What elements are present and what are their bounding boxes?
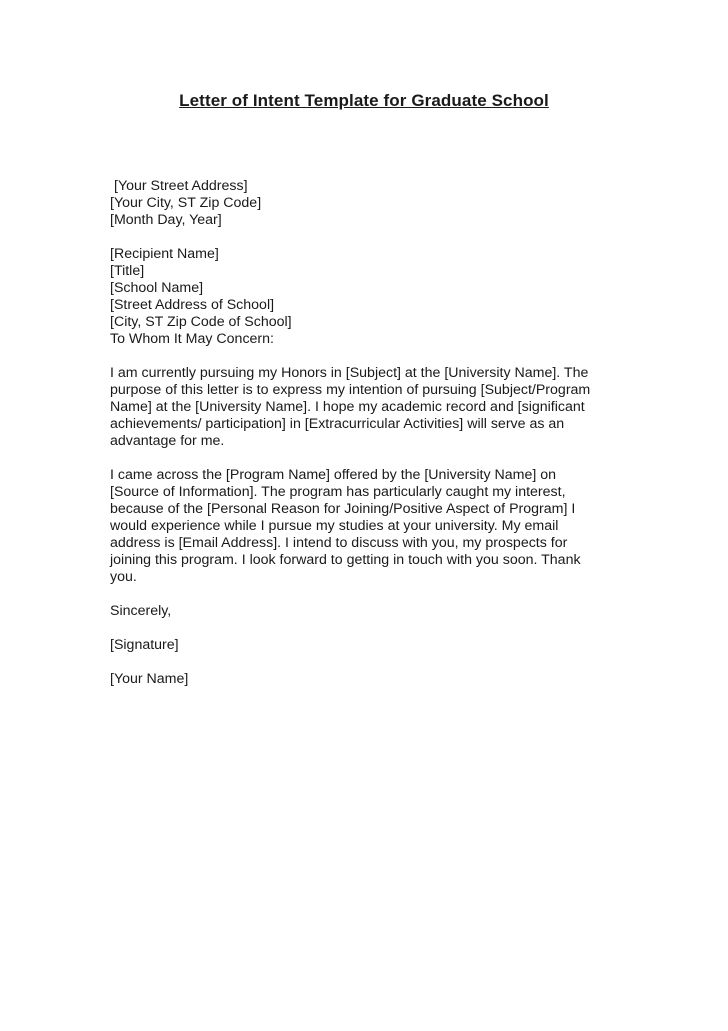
- recipient-name: [Recipient Name]: [110, 246, 219, 262]
- paragraph-line: achievements/ participation] in [Extracurricular Activities] will serve as an: [110, 416, 565, 432]
- paragraph-line: address is [Email Address]. I intend to discuss with you, my prospects for: [110, 535, 568, 551]
- paragraph-line: you.: [110, 569, 137, 585]
- paragraph-line: would experience while I pursue my studies at your university. My email: [110, 518, 559, 534]
- sender-city: [Your City, ST Zip Code]: [110, 195, 262, 211]
- paragraph-line: because of the [Personal Reason for Joining/Positive Aspect of Program] I: [110, 501, 576, 517]
- spacer: [110, 229, 615, 246]
- spacer: [110, 620, 615, 637]
- paragraph-line: joining this program. I look forward to getting in touch with you soon. Thank: [110, 552, 581, 568]
- paragraph-line: Name] at the [University Name]. I hope my academic record and [significant: [110, 399, 585, 415]
- recipient-address-block: [110, 246, 615, 331]
- spacer: [110, 654, 615, 671]
- sender-name: [Your Name]: [110, 671, 189, 687]
- recipient-title: [Title]: [110, 263, 145, 279]
- paragraph-line: purpose of this letter is to express my intention of pursuing [Subject/Program: [110, 382, 591, 398]
- paragraph-program: [110, 467, 615, 586]
- paragraph-line: [Source of Information]. The program has particularly caught my interest,: [110, 484, 566, 500]
- document-title: Letter of Intent Template for Graduate School: [179, 91, 549, 110]
- sender-address-block: [110, 178, 615, 229]
- recipient-city: [City, ST Zip Code of School]: [110, 314, 292, 330]
- paragraph-line: advantage for me.: [110, 433, 225, 449]
- recipient-school: [School Name]: [110, 280, 204, 296]
- paragraph-line: I am currently pursuing my Honors in [Subject] at the [University Name]. The: [110, 365, 589, 381]
- letter-date: [Month Day, Year]: [110, 212, 222, 228]
- closing: Sincerely,: [110, 603, 172, 619]
- sender-street: [Your Street Address]: [114, 178, 248, 194]
- spacer: [110, 348, 615, 365]
- paragraph-line: I came across the [Program Name] offered by the [University Name] on: [110, 467, 557, 483]
- letter-body: [110, 178, 615, 688]
- spacer: [110, 586, 615, 603]
- recipient-street: [Street Address of School]: [110, 297, 275, 313]
- spacer: [110, 450, 615, 467]
- paragraph-intent: [110, 365, 615, 450]
- signature-placeholder: [Signature]: [110, 637, 179, 653]
- salutation: To Whom It May Concern:: [110, 331, 274, 347]
